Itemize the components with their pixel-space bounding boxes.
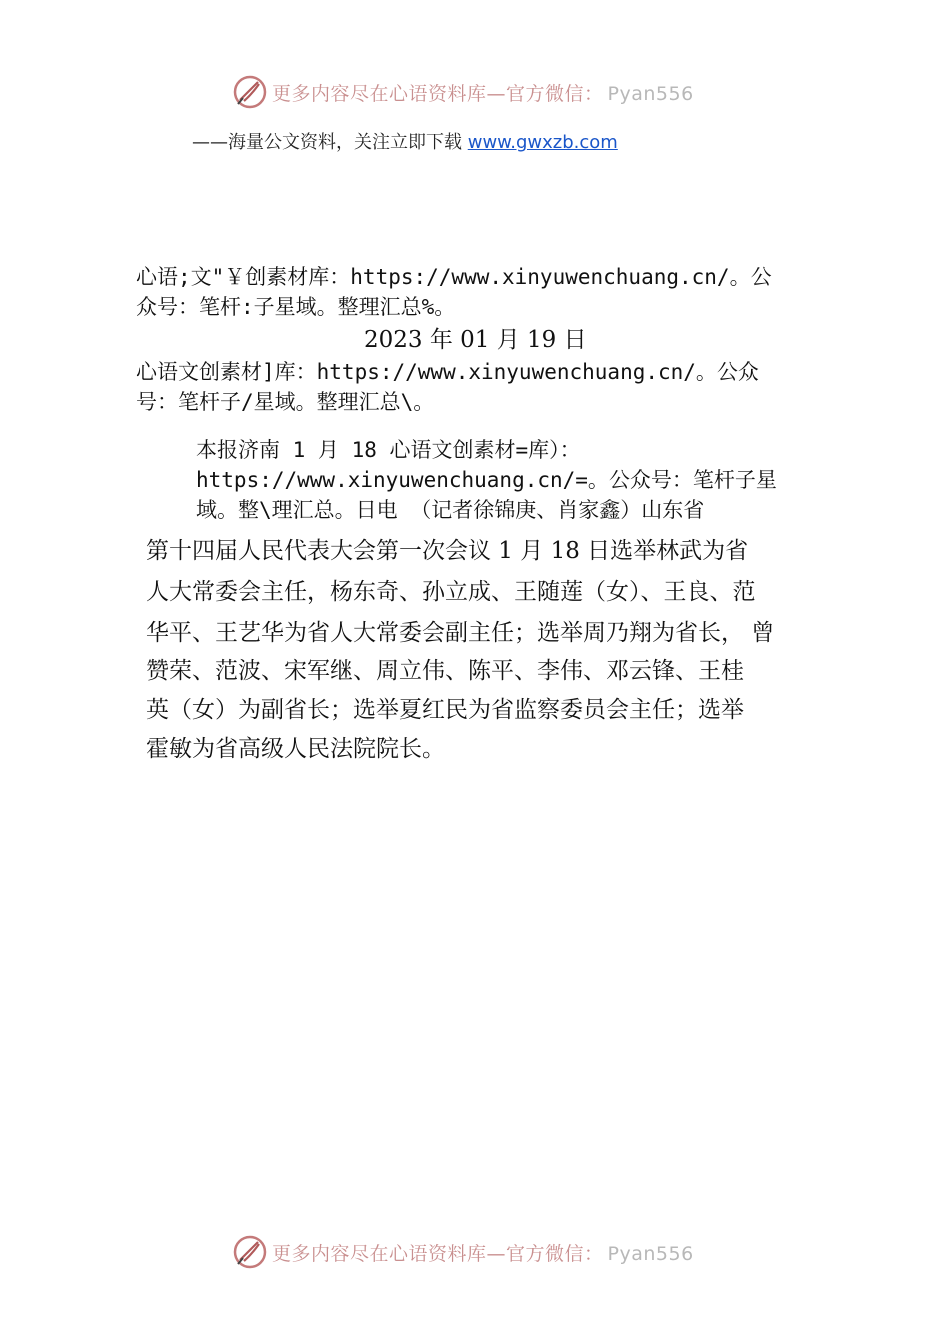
banner-label: 更多内容尽在心语资料库—官方微信： xyxy=(272,1242,604,1265)
body-line-6: https://www.xinyuwenchuang.cn/=。公众号：笔杆子星 xyxy=(196,468,777,492)
wechat-id: Pyan556 xyxy=(607,82,694,105)
paragraph-line-5: 英（女）为副省长；选举夏红民为省监察委员会主任；选举 xyxy=(146,697,744,723)
paragraph-line-6: 霍敏为省高级人民法院院长。 xyxy=(146,736,445,762)
banner-text xyxy=(272,1239,694,1266)
paragraph-line-1: 第十四届人民代表大会第一次会议 1 月 18 日选举林武为省 xyxy=(146,538,749,564)
paragraph-line-3: 华平、王艺华为省人大常委会副主任；选举周乃翔为省长， 曾 xyxy=(146,620,775,646)
body-line-1: 心语;文"￥创素材库：https://www.xinyuwenchuang.cn/。公 xyxy=(136,265,772,289)
header-banner xyxy=(232,72,694,112)
footer-banner xyxy=(232,1232,694,1272)
download-subline xyxy=(192,128,618,154)
paragraph-line-4: 赞荣、范波、宋军继、周立伟、陈平、李伟、邓云锋、王桂 xyxy=(146,658,744,684)
banner-text xyxy=(272,79,694,106)
paragraph-line-2: 人大常委会主任，杨东奇、孙立成、王随莲（女）、王良、范 xyxy=(146,579,756,605)
wechat-id: Pyan556 xyxy=(607,1242,694,1265)
body-line-5: 本报济南 1 月 18 心语文创素材=库）： xyxy=(196,438,581,462)
quill-logo-icon xyxy=(232,1234,268,1270)
body-line-3: 心语文创素材]库：https://www.xinyuwenchuang.cn/。公众 xyxy=(136,360,759,384)
body-line-4: 号：笔杆子/星域。整理汇总\。 xyxy=(136,390,435,414)
banner-label: 更多内容尽在心语资料库—官方微信： xyxy=(272,82,604,105)
body-line-7: 域。整\理汇总。日电 （记者徐锦庚、肖家鑫）山东省 xyxy=(196,498,705,522)
document-date: 2023 年 01 月 19 日 xyxy=(364,327,587,353)
subline-text: ——海量公文资料，关注立即下载 xyxy=(192,132,462,153)
quill-logo-icon xyxy=(232,74,268,110)
body-line-2: 众号：笔杆:子星域。整理汇总%。 xyxy=(136,295,456,319)
download-link[interactable]: www.gwxzb.com xyxy=(467,132,618,153)
